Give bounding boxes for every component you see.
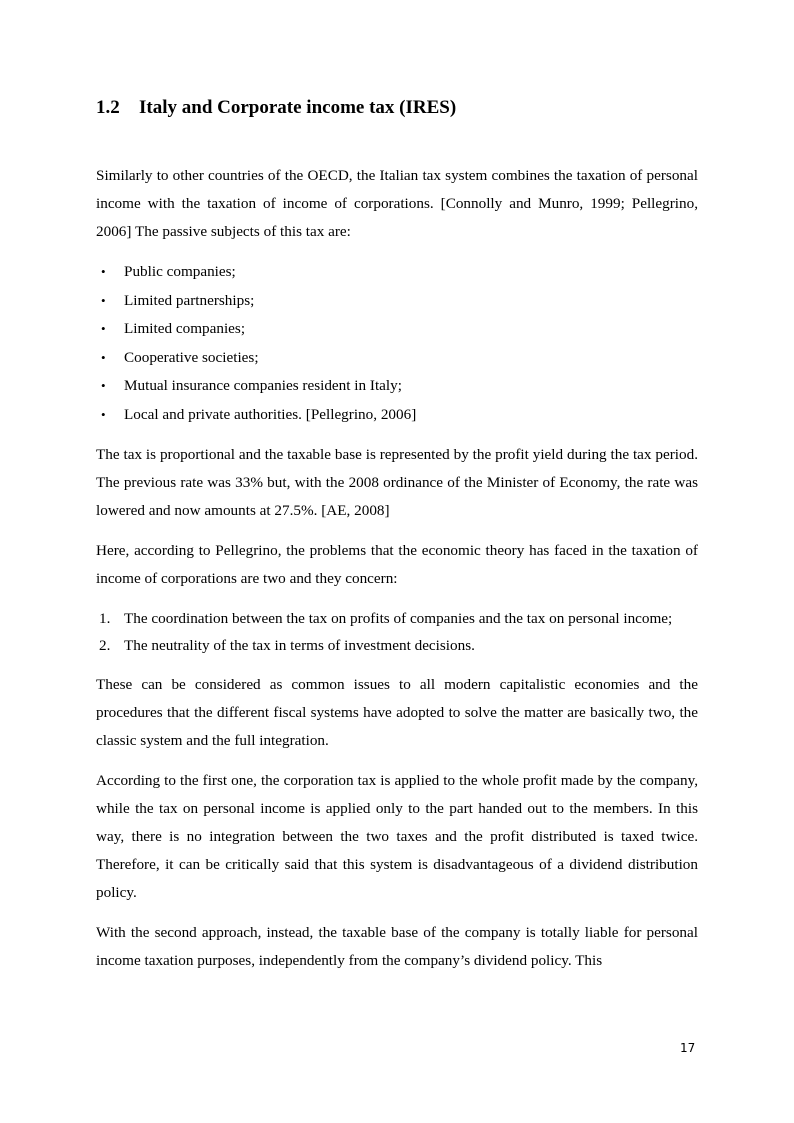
passive-subjects-list [96, 258, 698, 430]
bullet-icon: • [101, 292, 106, 308]
list-item: • Local and private authorities. [Pellegrino, 2006] [96, 401, 698, 430]
bullet-icon: • [101, 321, 106, 337]
page-number: 17 [680, 1041, 696, 1055]
list-item: • Mutual insurance companies resident in Italy; [96, 372, 698, 401]
problems-list [96, 605, 698, 659]
section-number: 1.2 [96, 97, 120, 118]
bullet-icon: • [101, 264, 106, 279]
bullet-icon: • [101, 406, 106, 422]
rate-paragraph: The tax is proportional and the taxable base is represented by the profit yield during the tax period. The previous rate was 33% but, with the 2008 ordinance of the Minister of Economy, the rate was lowered and now amounts at 27.5%. [AE, 2008] [96, 445, 698, 519]
problems-paragraph: Here, according to Pellegrino, the problems that the economic theory has faced in the taxation of income of corporations are two and they concern: [96, 541, 698, 587]
list-item: • Limited partnerships; [96, 287, 698, 316]
bullet-icon: • [101, 378, 106, 394]
numbered-item: 2. The neutrality of the tax in terms of investment decisions. [96, 632, 698, 659]
list-item: • Cooperative societies; [96, 344, 698, 373]
numbered-item: 1. The coordination between the tax on profits of companies and the tax on personal income; [96, 605, 698, 632]
section-title: Italy and Corporate income tax (IRES) [139, 97, 457, 118]
document-page [96, 94, 698, 987]
full-integration-paragraph: With the second approach, instead, the taxable base of the company is totally liable for personal income taxation purposes, independently from the company’s dividend policy. This [96, 923, 698, 969]
item-number: 1. [99, 609, 111, 627]
bullet-icon: • [101, 349, 106, 365]
item-number: 2. [99, 636, 111, 654]
section-heading [96, 94, 698, 122]
list-item: • Public companies; [96, 258, 698, 287]
common-issues-paragraph: These can be considered as common issues to all modern capitalistic economies and the procedures that the different fiscal systems have adopted to solve the matter are basically two, the classic system and the full integration. [96, 675, 698, 749]
intro-paragraph: Similarly to other countries of the OECD, the Italian tax system combines the taxation of personal income with the taxation of income of corporations. [Connolly and Munro, 1999; Pellegrino, 2006] The passive subjects of this tax are: [96, 167, 698, 240]
list-item: • Limited companies; [96, 315, 698, 344]
classic-system-paragraph: According to the first one, the corporation tax is applied to the whole profit made by the company, while the tax on personal income is applied only to the part handed out to the members. In this way, there is no integration between the two taxes and the profit distributed is taxed twice. Therefore, it can be critically said that this system is disadvantageous of a dividend distribution policy. [96, 771, 698, 901]
